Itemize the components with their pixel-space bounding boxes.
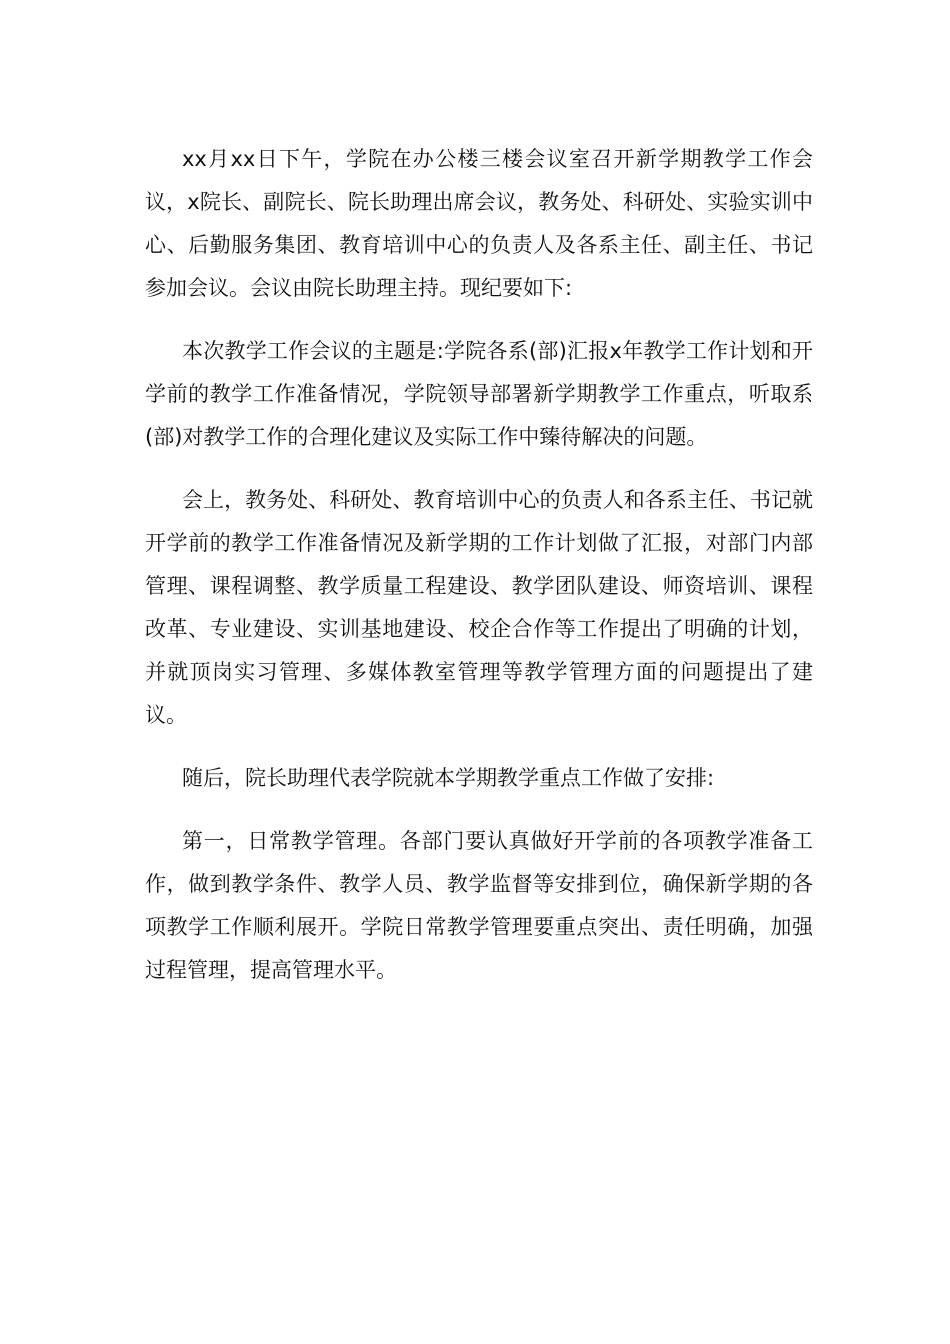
paragraph-department-reports: 会上，教务处、科研处、教育培训中心的负责人和各系主任、书记就开学前的教学工作准备情况及新学期的工作计划做了汇报，对部门内部管理、课程调整、教学质量工程建设、教学团队建设、师资培训、课程改革、专业建设、实训基地建设、校企合作等工作提出了明确的计划，并就顶岗实习管理、多媒体教室管理等教学管理方面的问题提出了建议。 (145, 488, 813, 727)
paragraph-item-one: 第一，日常教学管理。各部门要认真做好开学前的各项教学准备工作，做到教学条件、教学人员、教学监督等安排到位，确保新学期的各项教学工作顺利展开。学院日常教学管理要重点突出、责任明确，加强过程管理，提高管理水平。 (145, 829, 813, 982)
paragraph-arrangements-intro: 随后，院长助理代表学院就本学期教学重点工作做了安排: (182, 766, 715, 790)
document-body (145, 138, 813, 1012)
paragraph-meeting-intro: xx月xx日下午，学院在办公楼三楼会议室召开新学期教学工作会议，x院长、副院长、院长助理出席会议，教务处、科研处、实验实训中心、后勤服务集团、教育培训中心的负责人及各系主任、副主任、书记参加会议。会议由院长助理主持。现纪要如下: (145, 147, 813, 300)
paragraph-meeting-theme: 本次教学工作会议的主题是:学院各系(部)汇报x年教学工作计划和开学前的教学工作准备情况，学院领导部署新学期教学工作重点，听取系(部)对教学工作的合理化建议及实际工作中臻待解决的问题。 (145, 339, 813, 449)
